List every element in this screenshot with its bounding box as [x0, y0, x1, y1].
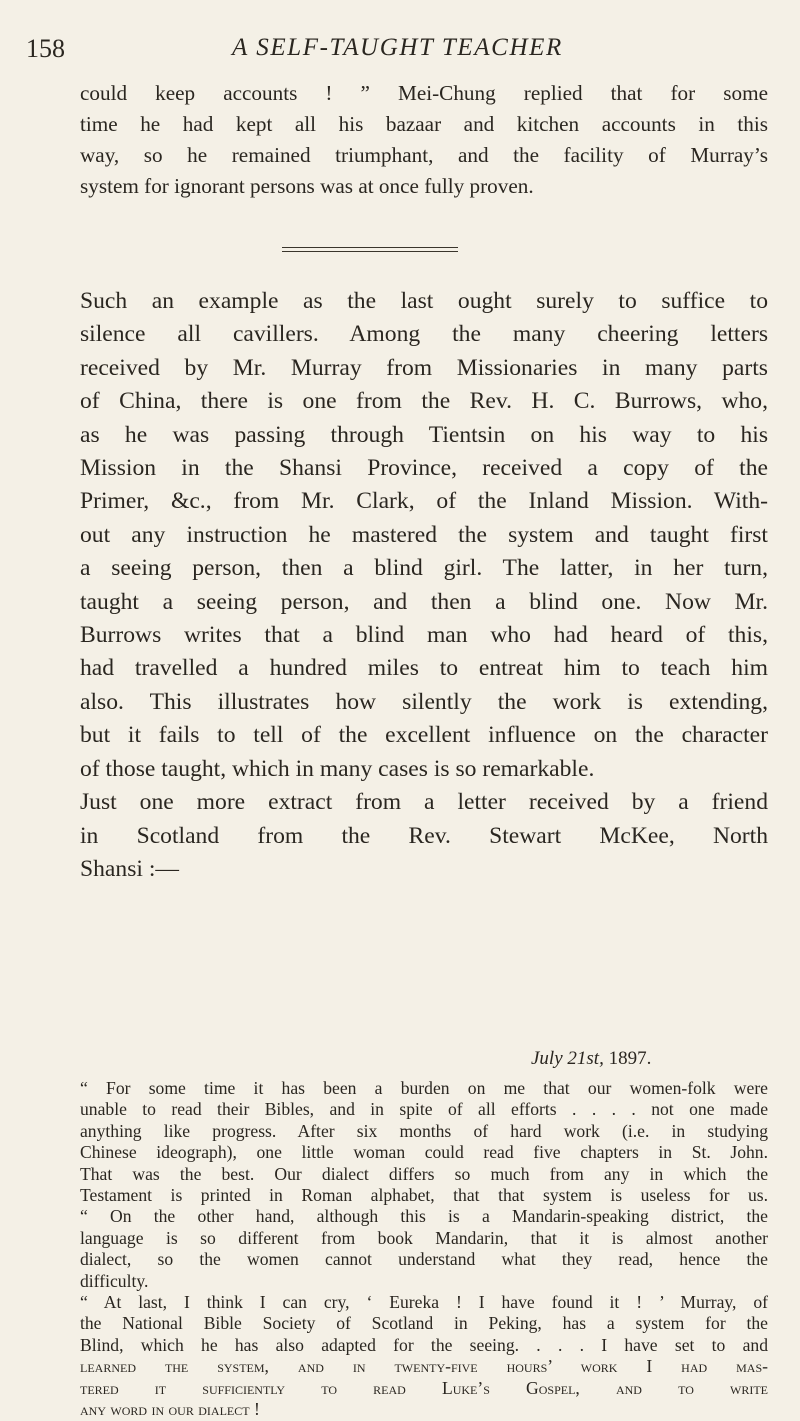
quote-line: “ For some time it has been a burden on me that our women-folk were — [80, 1078, 768, 1098]
paragraph-main — [80, 285, 768, 886]
text-line: of those taught, which in many cases is so remarkable. — [80, 755, 595, 782]
letter-quote — [80, 1078, 768, 1421]
text-line: of China, there is one from the Rev. H. C. Burrows, who, — [80, 388, 768, 415]
text-line: Such an example as the last ought surely to suffice to — [80, 288, 768, 314]
text-line: system for ignorant persons was at once fully proven. — [80, 174, 534, 198]
page-header — [0, 34, 800, 74]
text-line: as he was passing through Tientsin on his way to his — [80, 421, 768, 448]
quote-line: Chinese ideograph), one little woman could read five chapters in St. John. — [80, 1142, 768, 1163]
quote-line: “ On the other hand, although this is a Mandarin-speaking district, the — [80, 1206, 768, 1227]
quote-line: Blind, which he has also adapted for the seeing. . . . I have set to and — [80, 1334, 768, 1355]
quote-line: That was the best. Our dialect differs so much from any in which the — [80, 1163, 768, 1184]
running-title: A SELF-TAUGHT TEACHER — [232, 34, 563, 61]
quote-line: learned the system, and in twenty-five hours’ work I had mas- — [80, 1356, 768, 1377]
section-divider-top — [282, 247, 458, 248]
text-line: a seeing person, then a blind girl. The latter, in her turn, — [80, 555, 768, 582]
text-line: in Scotland from the Rev. Stewart McKee, North — [80, 822, 768, 849]
quote-line: “ At last, I think I can cry, ‘ Eureka ! I have found it ! ’ Murray, of — [80, 1292, 768, 1313]
letter-date-day: July 21st, — [531, 1048, 604, 1069]
quote-line: tered it sufficiently to read Luke’s Gospel, and to write — [80, 1377, 768, 1398]
text-line: Primer, &c., from Mr. Clark, of the Inland Mission. With- — [80, 488, 768, 515]
quote-line: the National Bible Society of Scotland in Peking, has a system for the — [80, 1313, 768, 1334]
text-line: way, so he remained triumphant, and the facility of Murray’s — [80, 143, 768, 167]
quote-line: dialect, so the women cannot understand what they read, hence the — [80, 1249, 768, 1270]
paragraph-continuation — [80, 78, 768, 202]
text-line: time he had kept all his bazaar and kitchen accounts in this — [80, 112, 768, 136]
quote-line: unable to read their Bibles, and in spite of all efforts . . . . not one made — [80, 1099, 768, 1120]
text-line: also. This illustrates how silently the work is extending, — [80, 688, 768, 715]
text-line: could keep accounts ! ” Mei-Chung replied that for some — [80, 81, 768, 105]
text-line: had travelled a hundred miles to entreat him to teach him — [80, 655, 768, 682]
quote-line: language is so different from book Mandarin, that it is almost another — [80, 1227, 768, 1248]
text-line: Mission in the Shansi Province, received a copy of the — [80, 455, 768, 482]
text-line: taught a seeing person, and then a blind one. Now Mr. — [80, 588, 768, 615]
text-line: Shansi :— — [80, 855, 179, 882]
letter-date — [531, 1048, 651, 1070]
quote-line: difficulty. — [80, 1270, 149, 1291]
page-number: 158 — [26, 34, 65, 63]
text-line: Just one more extract from a letter received by a friend — [80, 789, 768, 816]
text-line: Burrows writes that a blind man who had heard of this, — [80, 622, 768, 649]
quote-line: any word in our dialect ! — [80, 1399, 260, 1420]
quote-line: anything like progress. After six months of hard work (i.e. in studying — [80, 1120, 768, 1141]
quote-line: Testament is printed in Roman alphabet, that that system is useless for us. — [80, 1185, 768, 1206]
section-divider-bottom — [282, 251, 458, 252]
letter-date-year: 1897. — [608, 1048, 652, 1069]
text-line: received by Mr. Murray from Missionaries in many parts — [80, 354, 768, 381]
text-line: but it fails to tell of the excellent influence on the character — [80, 722, 768, 749]
text-line: out any instruction he mastered the system and taught first — [80, 521, 768, 548]
text-line: silence all cavillers. Among the many cheering letters — [80, 321, 768, 348]
